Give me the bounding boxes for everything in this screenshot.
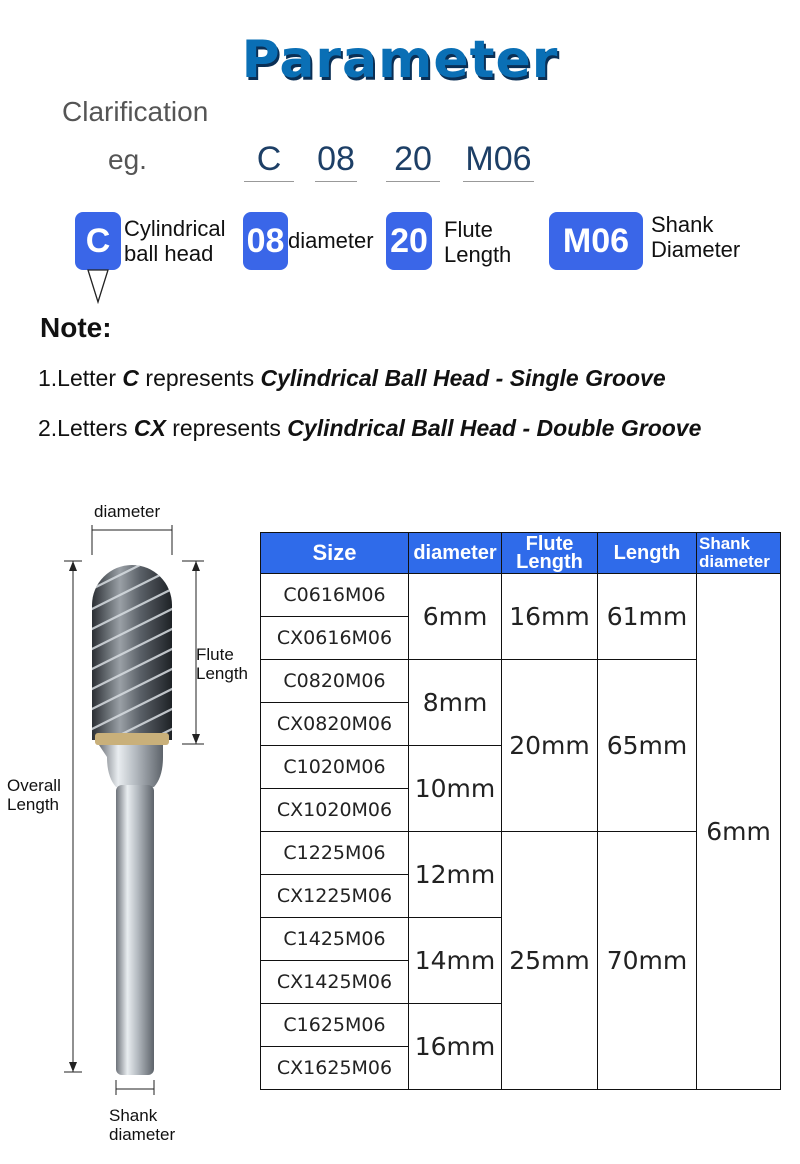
- diameter-dimension-label: diameter: [94, 502, 161, 521]
- size-cell: CX1225M06: [261, 875, 409, 918]
- size-cell: C0616M06: [261, 574, 409, 617]
- header-flute-length: Flute Length: [502, 533, 598, 574]
- shank-diameter-dimension-label: Shank diameter: [109, 1106, 176, 1144]
- size-cell: C1225M06: [261, 832, 409, 875]
- length-cell: 70mm: [598, 832, 697, 1090]
- legend-flute-label: Flute Length: [444, 217, 512, 267]
- clarification-heading: Clarification: [62, 96, 209, 127]
- diameter-cell: 12mm: [409, 832, 502, 918]
- header-diameter: diameter: [409, 533, 502, 574]
- example-code-flute: 20: [386, 140, 440, 182]
- note-line-2: 2.Letters CX represents Cylindrical Ball Head - Double Groove: [38, 415, 702, 441]
- header-shank-diameter: Shank diameter: [697, 533, 781, 574]
- size-cell: CX0820M06: [261, 703, 409, 746]
- size-cell: CX1425M06: [261, 961, 409, 1004]
- example-code-diameter: 08: [315, 140, 357, 182]
- header-size: Size: [261, 533, 409, 574]
- diameter-cell: 14mm: [409, 918, 502, 1004]
- table-header-row: [261, 533, 781, 574]
- flute-length-cell: 20mm: [502, 660, 598, 832]
- diameter-cell: 8mm: [409, 660, 502, 746]
- badge-shank: M06: [549, 212, 643, 270]
- size-cell: C1425M06: [261, 918, 409, 961]
- flute-length-dimension-label: Flute Length: [196, 645, 248, 683]
- badge-flute: 20: [386, 212, 432, 270]
- legend-type-label: Cylindrical ball head: [124, 216, 226, 266]
- example-code-type: C: [244, 140, 294, 182]
- page-title: Parameter: [241, 30, 559, 90]
- size-cell: C1625M06: [261, 1004, 409, 1047]
- diameter-cell: 10mm: [409, 746, 502, 832]
- size-cell: CX1625M06: [261, 1047, 409, 1090]
- note-heading: Note:: [40, 312, 112, 343]
- diameter-cell: 16mm: [409, 1004, 502, 1090]
- note-line-1: 1.Letter C represents Cylindrical Ball Head - Single Groove: [38, 365, 666, 391]
- legend-shank-label: Shank Diameter: [651, 212, 741, 262]
- table-row: [261, 574, 781, 617]
- badge-type: C: [75, 212, 121, 270]
- spec-table: [260, 532, 781, 1090]
- size-cell: CX0616M06: [261, 617, 409, 660]
- burr-drawing: [0, 495, 260, 1164]
- overall-length-dimension-label: Overall Length: [7, 776, 61, 814]
- badge-diameter: 08: [243, 212, 288, 270]
- size-cell: CX1020M06: [261, 789, 409, 832]
- flute-length-cell: 16mm: [502, 574, 598, 660]
- size-cell: C0820M06: [261, 660, 409, 703]
- shank-diameter-cell: 6mm: [697, 574, 781, 1090]
- header-length: Length: [598, 533, 697, 574]
- example-label: eg.: [108, 144, 147, 175]
- arrow-down-icon: [86, 268, 110, 304]
- diameter-cell: 6mm: [409, 574, 502, 660]
- length-cell: 65mm: [598, 660, 697, 832]
- flute-length-cell: 25mm: [502, 832, 598, 1090]
- length-cell: 61mm: [598, 574, 697, 660]
- legend-diameter-label: diameter: [288, 228, 374, 253]
- example-code-shank: M06: [463, 140, 534, 182]
- size-cell: C1020M06: [261, 746, 409, 789]
